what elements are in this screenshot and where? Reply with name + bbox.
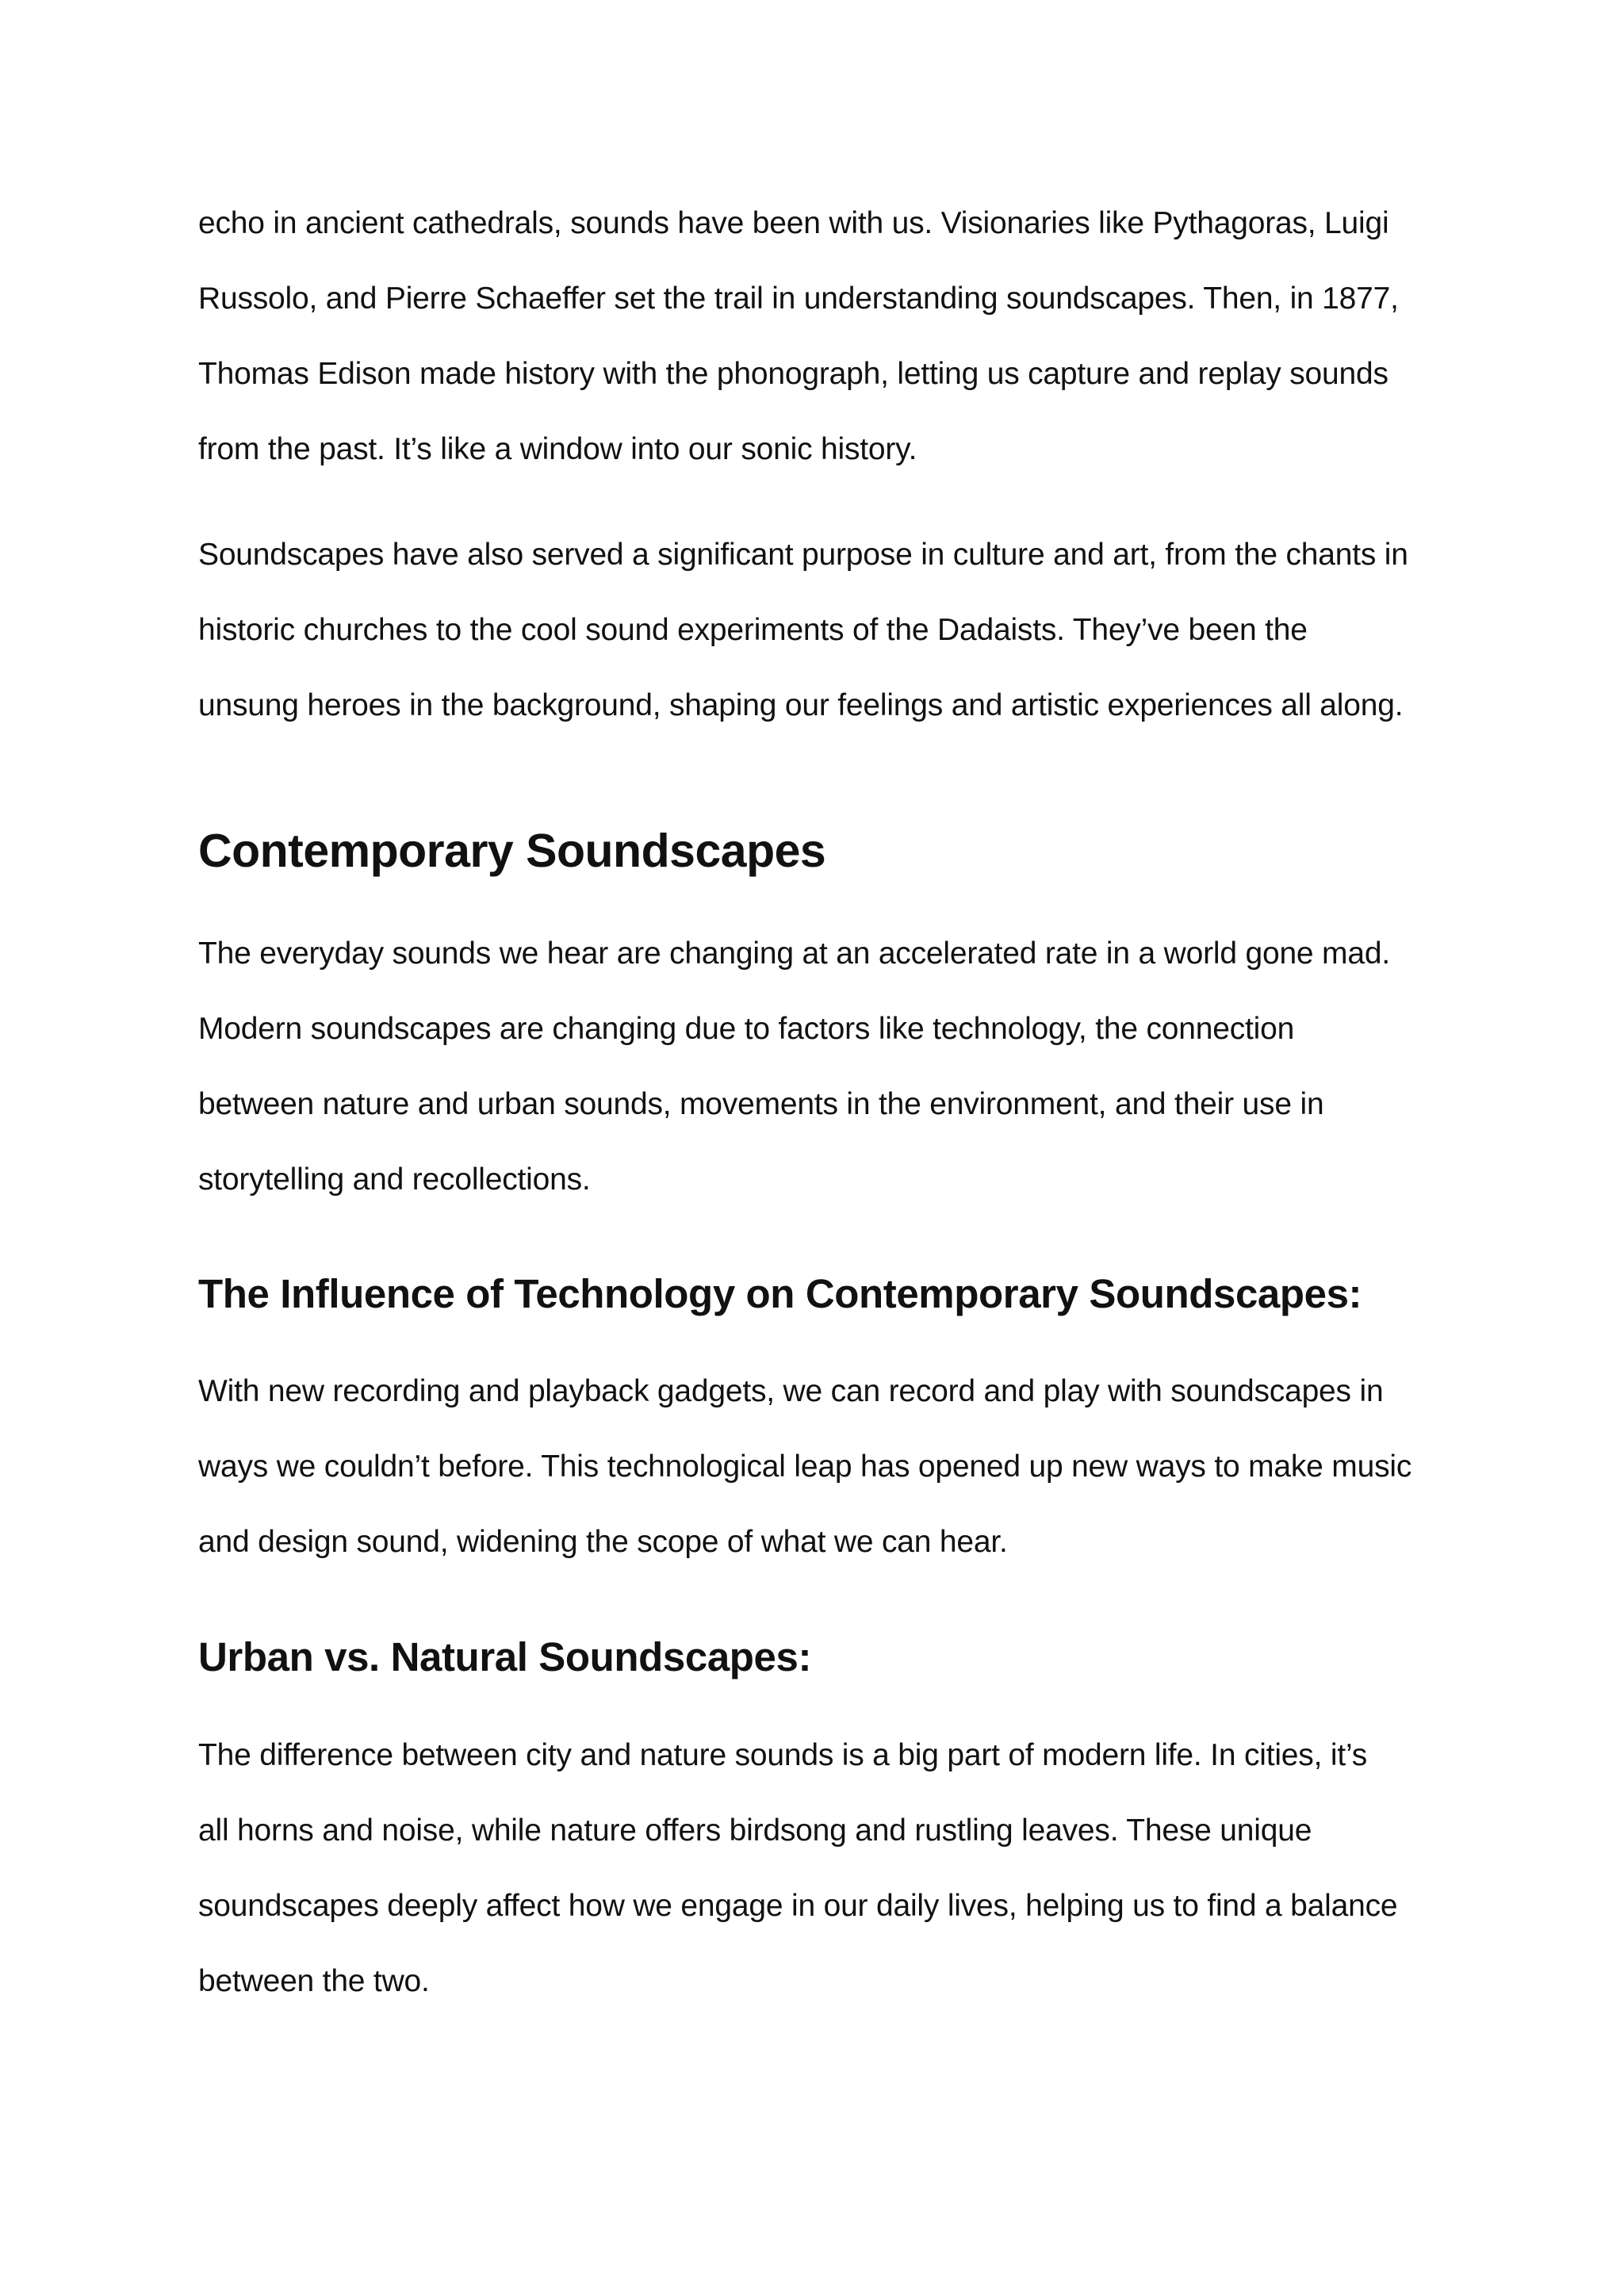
heading-contemporary: Contemporary Soundscapes <box>198 825 826 877</box>
text-line: from the past. It’s like a window into our sonic history. <box>198 432 917 466</box>
text-line: between the two. <box>198 1964 430 1998</box>
text-line: historic churches to the cool sound experiments of the Dadaists. They’ve been the <box>198 613 1308 647</box>
text-line: With new recording and playback gadgets, we can record and play with soundscapes in <box>198 1374 1384 1408</box>
paragraph-technology <box>198 1354 1467 1580</box>
text-line: Soundscapes have also served a significant purpose in culture and art, from the chants in <box>198 538 1408 572</box>
paragraph-modern <box>198 916 1467 1217</box>
text-line: soundscapes deeply affect how we engage in our daily lives, helping us to find a balance <box>198 1889 1398 1923</box>
heading-urban: Urban vs. Natural Soundscapes: <box>198 1634 812 1679</box>
text-line: Modern soundscapes are changing due to factors like technology, the connection <box>198 1012 1295 1046</box>
paragraph-urban <box>198 1718 1467 2019</box>
text-line: Russolo, and Pierre Schaeffer set the trail in understanding soundscapes. Then, in 1877, <box>198 281 1399 316</box>
text-line: ways we couldn’t before. This technological leap has opened up new ways to make music <box>198 1450 1412 1484</box>
text-line: and design sound, widening the scope of what we can hear. <box>198 1525 1008 1559</box>
text-line: all horns and noise, while nature offers birdsong and rustling leaves. These unique <box>198 1813 1312 1848</box>
paragraph-history <box>198 186 1467 487</box>
heading-technology-block <box>198 1269 1467 1319</box>
text-line: storytelling and recollections. <box>198 1162 591 1197</box>
text-line: between nature and urban sounds, movements in the environment, and their use in <box>198 1087 1324 1121</box>
heading-technology: The Influence of Technology on Contemporary Soundscapes: <box>198 1271 1362 1316</box>
heading-contemporary-block <box>198 822 1467 879</box>
paragraph-culture <box>198 517 1467 743</box>
text-line: The everyday sounds we hear are changing at an accelerated rate in a world gone mad. <box>198 936 1390 971</box>
text-line: Thomas Edison made history with the phonograph, letting us capture and replay sounds <box>198 357 1388 391</box>
text-line: echo in ancient cathedrals, sounds have been with us. Visionaries like Pythagoras, Luigi <box>198 206 1389 240</box>
text-line: The difference between city and nature sounds is a big part of modern life. In cities, it’s <box>198 1738 1368 1772</box>
heading-urban-block <box>198 1632 1467 1683</box>
text-line: unsung heroes in the background, shaping our feelings and artistic experiences all along. <box>198 688 1404 722</box>
